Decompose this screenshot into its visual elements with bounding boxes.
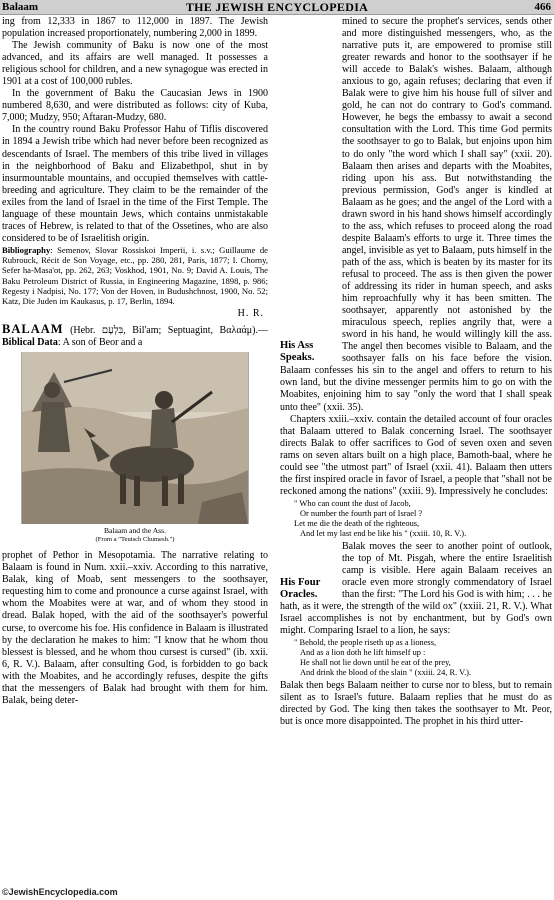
paragraph-text: Balak moves the seer to another point of outlook, the top of Mt. Pisgah, where the entire Israelitish camp is visible. Here again Balaam receives an oracle even more strongly commendatory of Israel than the first: "The Lord his God is with him; . . . he hath, as it were, the strength of the wild ox" (xxiii. 21, R. V.). What Israel accomplishes is not by enchantment, but by God's own might. Comparing Israel to a lion, he says: <box>280 540 552 637</box>
paragraph: In the country round Baku Professor Hahu of Tiflis discovered in 1894 a Jewish tribe which had never before been recognized as descendants of Israel. The members of this tribe lived in villages in the neighborhood of Baku and Elizabethpol, shut in by insurmountable mountains, and occupied themselves with cattle-breeding and agriculture. They claim to be the remainder of the exiles from the land of Israel in the time of the First Temple. The language of these mountain Jews, which contains unmistakable traces of Hebrew, is related to that of the Ossetines, who are also considered to be of Israelitish origin. <box>2 124 268 244</box>
sidenote: His Ass Speaks. <box>280 340 315 363</box>
author-signature: H. R. <box>237 308 264 320</box>
paragraph: ing from 12,333 in 1867 to 112,000 in 1897. The Jewish population increased proportionately, numbering 2,000 in 1899. <box>2 16 268 40</box>
verse-line: He shall not lie down until he eat of the prey, <box>300 658 451 668</box>
verse-quote <box>280 499 552 539</box>
paragraph: prophet of Pethor in Mesopotamia. The narrative relating to Balaam is found in Num. xxii.–xxiv. According to this narrative, Balak, king of Moab, sent messengers to the soothsayer, requesting him to come and pronounce a curse against Israel, with whom the Moabites were at war, and of whom they stood in dread. Balak hoped, with the aid of the soothsayer's powerful curse, to overcome his foe. His confidence in Balaam is illustrated by the declaration he makes to him: "I know that he whom thou blessest is blessed, and he whom thou cursest is cursed" (ib. xxii. 6, R. V.). Balaam, after consulting God, is forbidden to go back with the Moabites, and he accordingly refuses, despite the gifts that the messengers of Balak had brought with them for him. Balak, being deter- <box>2 550 268 706</box>
page-number: 466 <box>534 1 551 13</box>
verse-line: " Behold, the people riseth up as a lioness, <box>294 638 437 648</box>
verse-quote <box>280 638 552 678</box>
verse-line: And as a lion doth he lift himself up : <box>300 648 426 658</box>
right-column <box>280 16 552 728</box>
bibliography-label: Bibliography <box>2 244 51 255</box>
paragraph: Balak then begs Balaam neither to curse nor to bless, but to remain silent as to Israel's future. Balaam replies that he must do as directed by God. The king then takes the soothsayer to Mt. Peor, but is once more disappointed. The prophet in his third utter- <box>280 680 552 728</box>
caption-title: Balaam and the Ass. <box>103 526 166 536</box>
header-title: THE JEWISH ENCYCLOPEDIA <box>185 0 369 14</box>
paragraph: Chapters xxiii.–xxiv. contain the detailed account of four oracles that Balaam uttered to Balak concerning Israel. The soothsayer directs Balak to offer sacrifices to God of seven oxen and seven rams on seven altars built on a high place, Bamoth-baal, where he could see "the utmost part" of Israel (xxii. 41). Balaam then utters the first inspired oracle in favor of Israel, a people that "shall not be reckoned among the nations" (xxiii. 9). Impressively he concludes: <box>280 413 552 497</box>
paragraph <box>280 16 552 414</box>
verse-line: Let me die the death of the righteous, <box>294 518 420 528</box>
entry-lead: : A son of Beor and a <box>57 337 143 349</box>
paragraph: The Jewish community of Baku is now one of the most advanced, and its affairs are well managed. It possesses a religious school for children, and a new synagogue was erected in 1901 at a cost of 100,000 rubles. <box>2 40 268 88</box>
bibliography-text: : Semenov, Slovar Rossiskoi Imperii, i. s.v.; Guillaume de Rubrouck, Récit de Son Voyage, etc., pp. 280, 281, Paris, 1877; I. Chorny, Sefer ha-Masa'ot, pp. 262, 263; Voskhod, 1901, No. 9; David A. Louis, The Baku Petroleum District of Russia, in Engineering Magazine, 1898, p. 986; Regesty i Nadpisi, No. 177; Von der Hoven, in Budushchnost, 1900, No. 52; Katz, Die Juden im Kaukasus, p. 17, Berlin, 1894. <box>2 244 268 306</box>
verse-line: And let my last end be like his " (xxiii. 10, R. V.). <box>300 528 467 538</box>
balaam-illustration <box>2 352 268 524</box>
caption-source: (From a "Teutsch Chumesh.") <box>95 536 175 544</box>
verse-line: " Who can count the dust of Jacob, <box>294 498 411 508</box>
bibliography <box>2 245 268 306</box>
paragraph-text: mined to secure the prophet's services, sends other and more distinguished messengers, who, as the narrative puts it, are empowered to promise still greater rewards and honor to the soothsayer if he will accede to Balak's wishes. Balaam, although anxious to go, again refuses; declaring that even if Balak were to give him his house full of silver and gold, he can not do contrary to God's command. However, he begs the embassy to await a second consultation with the Lord. This time God permits the soothsayer to go to Balak, but enjoins upon him to do only "the word which I shall say" (xxii. 20). Balaam then arises and departs with the Moabites, riding upon his ass. But notwithstanding the previous permission, God's anger is kindled at Balaam as he goes; and the angel of the Lord with a drawn sword in his hand shows himself accordingly to the ass, which refuses to proceed along the road despite Balaam's efforts to urge it. Three times the angel, invisible as yet to Balaam, puts himself in the path of the ass, which is beaten by its master for its refusal to proceed. The ass is then given the power of addressing its rider in human speech, and asks him reproachfully why it has been smitten. The soothsayer, apparently not astonished by the miraculous speech, replies angrily that, were a sword in his hand, he would willingly kill the ass. The angel then becomes visible to Balaam, and the soothsayer falls on his face before the vision. Balaam confesses his sin to the angel and offers to return to his own land, but the divine messenger permits him to go on with the Moabites, enjoining him to say "only the word that I shall speak unto thee" (xxii. 35). <box>280 16 552 413</box>
sidenote: His Four Oracles. <box>280 576 321 600</box>
entry-etymology: (Hebr. בִּלְעָם, Bil'am; Septuagint, Βαλαάμ).— <box>63 325 268 337</box>
page-header <box>0 0 554 15</box>
entry-word: BALAAM <box>2 322 64 337</box>
woodcut-image <box>2 352 268 524</box>
paragraph: In the government of Baku the Caucasian Jews in 1900 numbered 8,630, and were distributed as follows: city of Kuba, 7,000; Mudzy, 950; Aftaran-Mudzy, 680. <box>2 88 268 124</box>
section-title: Biblical Data <box>2 337 58 349</box>
figure-caption <box>2 526 268 544</box>
entry-heading <box>2 323 268 349</box>
paragraph <box>280 541 552 637</box>
verse-line: Or number the fourth part of Israel ? <box>300 508 423 518</box>
footer-credit: ©JewishEncyclopedia.com <box>2 887 118 897</box>
header-headword: Balaam <box>2 1 39 13</box>
left-column <box>2 16 268 707</box>
verse-line: And drink the blood of the slain " (xxiii. 24, R. V.). <box>300 668 472 678</box>
